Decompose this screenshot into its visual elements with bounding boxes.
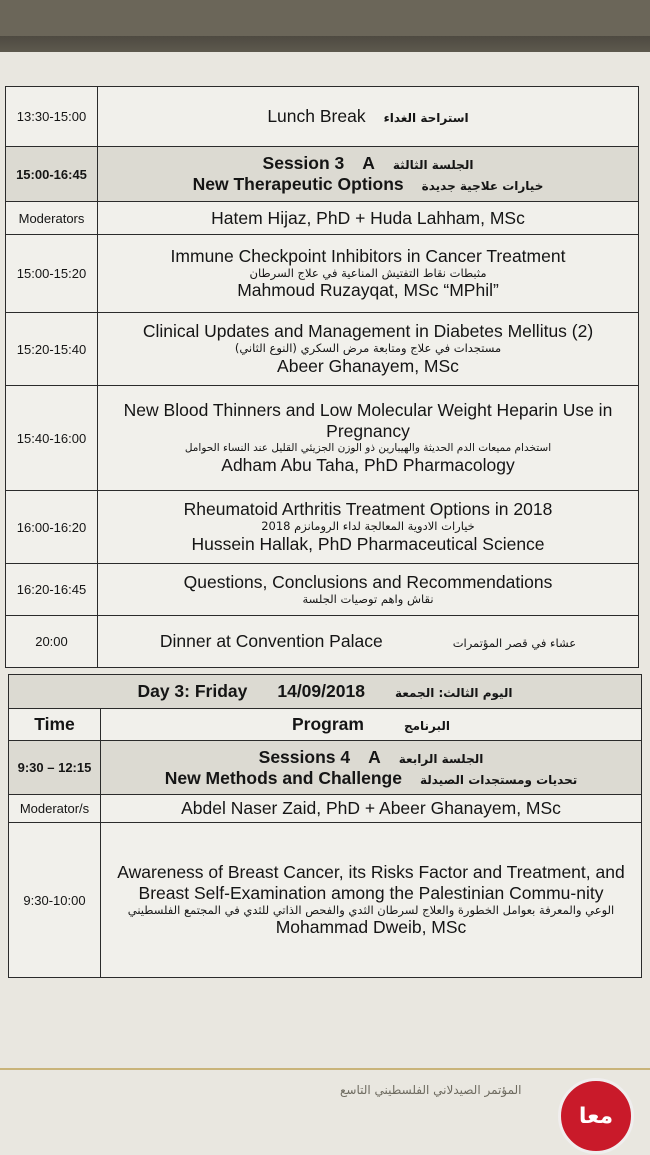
- talk-cell: [98, 313, 639, 386]
- talk-ar: مثبطات نقاط التفتيش المناعية في علاج السرطان: [249, 265, 487, 280]
- time-cell: 9:30 – 12:15: [9, 741, 101, 795]
- talk-cell: [98, 491, 639, 564]
- talk-ar: مستجدات في علاج ومتابعة مرض السكري (النوع الثاني): [234, 341, 502, 356]
- talk-row: [6, 386, 639, 491]
- talk-speaker: Adham Abu Taha, PhD Pharmacology: [221, 454, 515, 475]
- program-ar: البرنامج: [403, 719, 451, 733]
- dinner-title: Dinner at Convention Palace: [159, 631, 383, 651]
- moderators-label: Moderators: [6, 202, 98, 235]
- session3-header-row: [6, 147, 639, 202]
- time-cell: 16:20-16:45: [6, 564, 98, 616]
- talk-title: Awareness of Breast Cancer, its Risks Factor and Treatment, and Breast Self-Examination among the Palestinian Commu-nity: [117, 861, 625, 903]
- dinner-cell: [98, 616, 639, 668]
- time-cell: 9:30-10:00: [9, 823, 101, 978]
- time-cell: 20:00: [6, 616, 98, 668]
- time-cell: 15:00-15:20: [6, 235, 98, 313]
- session4-ar-title: الجلسة الرابعة: [398, 751, 484, 766]
- talk-title: Questions, Conclusions and Recommendations: [183, 572, 553, 593]
- session4-header-cell: [101, 741, 642, 795]
- talk-row: [6, 235, 639, 313]
- session3-subtitle: New Therapeutic Options: [192, 174, 404, 194]
- session3-track: A: [362, 153, 375, 173]
- talk-ar: نقاش واهم توصيات الجلسة: [302, 592, 434, 607]
- talk-speaker: Hussein Hallak, PhD Pharmaceutical Science: [191, 533, 545, 554]
- talk-ar: خيارات الادوية المعالجة لداء الرومانزم 2018: [261, 519, 475, 534]
- footer-text: المؤتمر الصيدلاني الفلسطيني التاسع: [340, 1083, 522, 1097]
- talk-cell: [98, 564, 639, 616]
- session3-table: [5, 86, 639, 668]
- time-cell: 16:00-16:20: [6, 491, 98, 564]
- talk-ar: الوعي والمعرفة بعوامل الخطورة والعلاج لسرطان الثدي والفحص الذاتي للثدي في المجتمع الفلسطيني: [127, 902, 615, 917]
- program-label: Program: [291, 714, 364, 734]
- session3-title: Session 3: [262, 153, 345, 173]
- talk-row: [6, 491, 639, 564]
- talk-row: [6, 564, 639, 616]
- talk-row: [6, 313, 639, 386]
- time-column-header: Time: [9, 709, 101, 741]
- time-cell: 13:30-15:00: [6, 87, 98, 147]
- day3-date: 14/09/2018: [277, 681, 365, 701]
- time-cell: 15:00-16:45: [6, 147, 98, 202]
- lunch-ar: استراحة الغداء: [383, 111, 469, 125]
- day3-header-row: [9, 675, 642, 709]
- talk-ar: استخدام مميعات الدم الحديثة والهيبارين ذو الوزن الجزيئي القليل عند النساء الحوامل: [184, 442, 552, 455]
- maan-logo: [558, 1078, 634, 1154]
- lunch-title: Lunch Break: [267, 106, 366, 126]
- session4-title: Sessions 4: [258, 746, 351, 767]
- session3-ar-subtitle: خيارات علاجية جديدة: [421, 179, 544, 193]
- session4-header-row: [9, 741, 642, 795]
- dinner-ar: عشاء في قصر المؤتمرات: [452, 636, 577, 650]
- time-cell: 15:20-15:40: [6, 313, 98, 386]
- time-cell: 15:40-16:00: [6, 386, 98, 491]
- day3-label: Day 3: Friday: [137, 681, 248, 701]
- day3-ar: اليوم الثالث: الجمعة: [394, 686, 513, 700]
- logo-text: معا: [578, 1103, 614, 1129]
- talk-title: New Blood Thinners and Low Molecular Weight Heparin Use in Pregnancy: [123, 400, 613, 442]
- talk-cell: [98, 386, 639, 491]
- moderators-names: Abdel Naser Zaid, PhD + Abeer Ghanayem, MSc: [101, 795, 642, 823]
- talk-title: Clinical Updates and Management in Diabetes Mellitus (2): [142, 321, 594, 342]
- talk-title: Immune Checkpoint Inhibitors in Cancer Treatment: [170, 245, 566, 266]
- column-header-row: [9, 709, 642, 741]
- day3-table: [8, 674, 642, 978]
- session4-track: A: [368, 746, 381, 767]
- session3-ar-title: الجلسة الثالثة: [392, 158, 474, 172]
- dinner-row: [6, 616, 639, 668]
- lunch-cell: [98, 87, 639, 147]
- day3-header-cell: [9, 675, 642, 709]
- talk-title: Rheumatoid Arthritis Treatment Options in 2018: [183, 499, 553, 520]
- moderators-row: [9, 795, 642, 823]
- talk-cell: [101, 823, 642, 978]
- moderators-row: [6, 202, 639, 235]
- session4-ar-subtitle: تحديات ومستجدات الصيدلة: [419, 772, 578, 787]
- footer-strip: [0, 1068, 650, 1070]
- lunch-row: [6, 87, 639, 147]
- talk-speaker: Mahmoud Ruzayqat, MSc “MPhil”: [237, 280, 499, 301]
- talk-speaker: Mohammad Dweib, MSc: [275, 917, 467, 938]
- program-column-header: [101, 709, 642, 741]
- talk-cell: [98, 235, 639, 313]
- session3-header-cell: [98, 147, 639, 202]
- moderators-names: Hatem Hijaz, PhD + Huda Lahham, MSc: [98, 202, 639, 235]
- moderators-label: Moderator/s: [9, 795, 101, 823]
- session4-subtitle: New Methods and Challenge: [164, 767, 402, 788]
- talk-row: [9, 823, 642, 978]
- talk-speaker: Abeer Ghanayem, MSc: [277, 355, 459, 376]
